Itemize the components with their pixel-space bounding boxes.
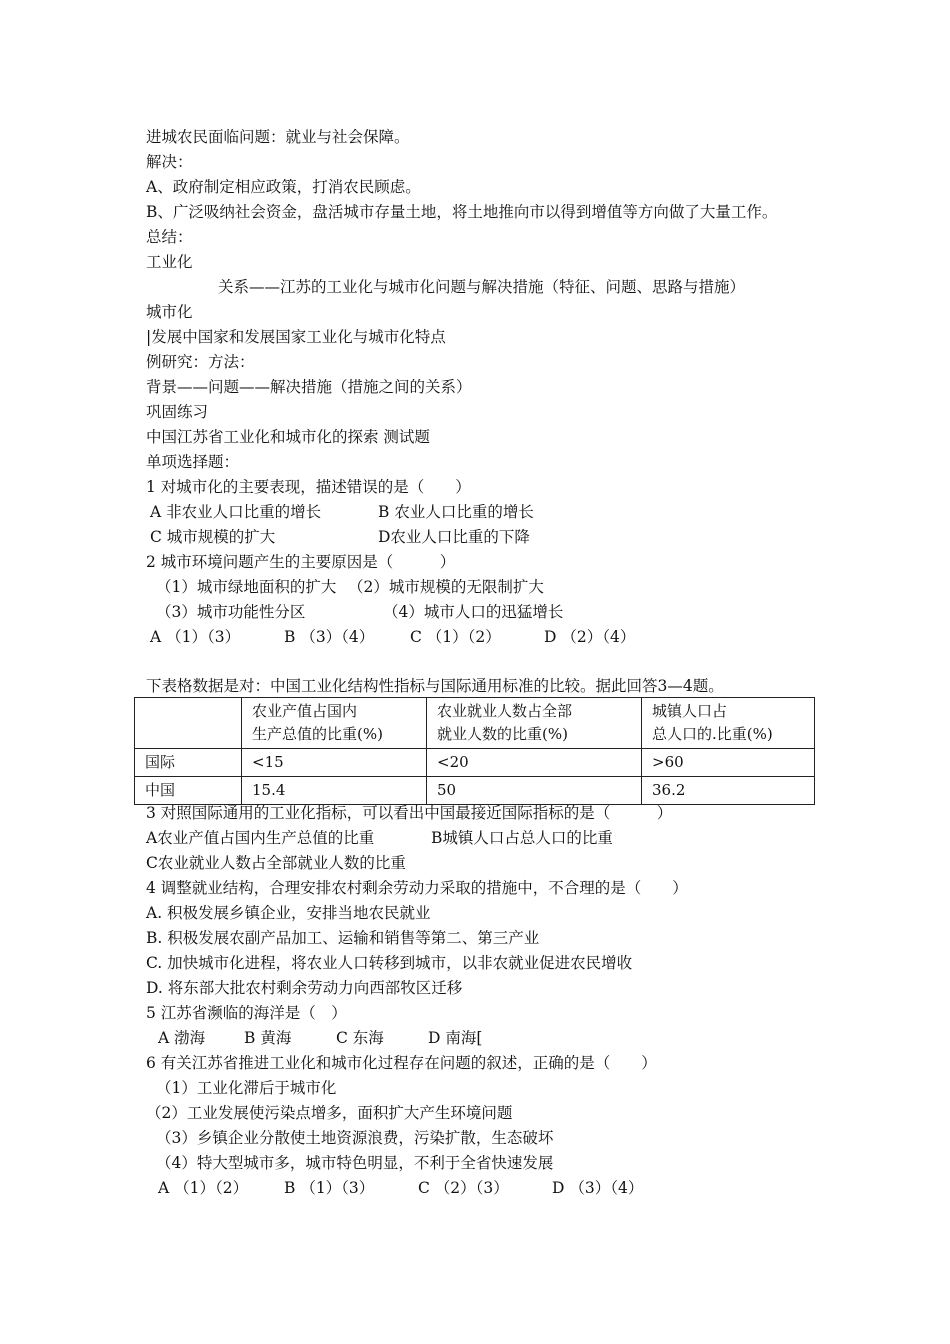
table-cell: 50 <box>427 777 642 805</box>
option-d: D （2）（4） <box>544 628 636 646</box>
question-5: 5 江苏省濒临的海洋是（ ） <box>146 1004 347 1022</box>
text-line: B、广泛吸纳社会资金，盘活城市存量土地，将土地推向市以得到增值等方向做了大量工作。 <box>146 203 778 221</box>
item-1: （1）城市绿地面积的扩大 <box>156 578 337 596</box>
table-cell: <20 <box>427 749 642 777</box>
option-a: A 非农业人口比重的增长 <box>150 503 322 521</box>
text-line: 例研究：方法： <box>146 353 255 371</box>
option-a: A农业产值占国内生产总值的比重 <box>146 829 375 847</box>
column-header: 农业产值占国内 生产总值的比重(%) <box>242 698 427 749</box>
option-b: B城镇人口占总人口的比重 <box>431 829 613 847</box>
table-cell: >60 <box>642 749 815 777</box>
option-d: D. 将东部大批农村剩余劳动力向西部牧区迁移 <box>146 979 463 997</box>
text-line: 总结： <box>146 228 193 246</box>
table-header-row <box>135 698 815 749</box>
table-cell: <15 <box>242 749 427 777</box>
option-d: D （3）（4） <box>552 1179 644 1197</box>
option-c: C 城市规模的扩大 <box>150 528 276 546</box>
text-line: A、政府制定相应政策，打消农民顾虑。 <box>146 178 421 196</box>
question-2: 2 城市环境问题产生的主要原因是（ ） <box>146 553 456 571</box>
question-1: 1 对城市化的主要表现，描述错误的是（ ） <box>146 478 471 496</box>
row-label: 国际 <box>135 749 242 777</box>
text-line: 解决： <box>146 153 193 171</box>
item-4: （4）特大型城市多，城市特色明显，不利于全省快速发展 <box>156 1154 554 1172</box>
text-line: 中国江苏省工业化和城市化的探索 测试题 <box>146 428 430 446</box>
text-line: 工业化 <box>146 253 193 271</box>
text-line: |发展中国家和发展国家工业化与城市化特点 <box>146 328 446 346</box>
item-2: （2）城市规模的无限制扩大 <box>348 578 544 596</box>
table-intro: 下表格数据是对：中国工业化结构性指标与国际通用标准的比较。据此回答3—4题。 <box>146 677 724 695</box>
option-b: B （1）（3） <box>284 1179 375 1197</box>
column-header: 农业就业人数占全部 就业人数的比重(%) <box>427 698 642 749</box>
item-4: （4）城市人口的迅猛增长 <box>383 603 564 621</box>
item-3: （3）乡镇企业分散使土地资源浪费，污染扩散，生态破坏 <box>156 1129 554 1147</box>
question-3: 3 对照国际通用的工业化指标，可以看出中国最接近国际指标的是（ ） <box>146 804 673 822</box>
table-corner-cell <box>135 698 242 749</box>
option-a: A （1）（3） <box>150 628 241 646</box>
row-label: 中国 <box>135 777 242 805</box>
question-6: 6 有关江苏省推进工业化和城市化过程存在问题的叙述，正确的是（ ） <box>146 1054 657 1072</box>
table-cell: 36.2 <box>642 777 815 805</box>
item-3: （3）城市功能性分区 <box>156 603 306 621</box>
table-cell: 15.4 <box>242 777 427 805</box>
table-row <box>135 777 815 805</box>
item-1: （1）工业化滞后于城市化 <box>156 1079 337 1097</box>
column-header: 城镇人口占 总人口的.比重(%) <box>642 698 815 749</box>
item-2: （2）工业发展使污染点增多，面积扩大产生环境问题 <box>146 1104 513 1122</box>
comparison-table <box>134 697 815 805</box>
option-a: A. 积极发展乡镇企业，安排当地农民就业 <box>146 904 431 922</box>
option-b: B 农业人口比重的增长 <box>378 503 534 521</box>
option-a: A （1）（2） <box>158 1179 249 1197</box>
option-c: C 东海 <box>336 1029 384 1047</box>
question-4: 4 调整就业结构，合理安排农村剩余劳动力采取的措施中，不合理的是（ ） <box>146 879 688 897</box>
option-a: A 渤海 <box>158 1029 206 1047</box>
option-d: D农业人口比重的下降 <box>378 528 530 546</box>
option-c: C （1）（2） <box>410 628 501 646</box>
text-line: 单项选择题： <box>146 453 240 471</box>
text-line: 城市化 <box>146 303 193 321</box>
option-b: B 黄海 <box>244 1029 292 1047</box>
option-b: B （3）（4） <box>284 628 375 646</box>
option-d: D 南海[ <box>428 1029 483 1047</box>
text-line: 背景——问题——解决措施（措施之间的关系） <box>146 378 472 396</box>
text-line: 关系——江苏的工业化与城市化问题与解决措施（特征、问题、思路与措施） <box>218 278 746 296</box>
text-line: 进城农民面临问题：就业与社会保障。 <box>146 128 410 146</box>
text-line: 巩固练习 <box>146 403 209 421</box>
option-c: C. 加快城市化进程，将农业人口转移到城市，以非农就业促进农民增收 <box>146 954 633 972</box>
option-c: C农业就业人数占全部就业人数的比重 <box>146 854 406 872</box>
table-row <box>135 749 815 777</box>
option-b: B. 积极发展农副产品加工、运输和销售等第二、第三产业 <box>146 929 540 947</box>
option-c: C （2）（3） <box>418 1179 509 1197</box>
